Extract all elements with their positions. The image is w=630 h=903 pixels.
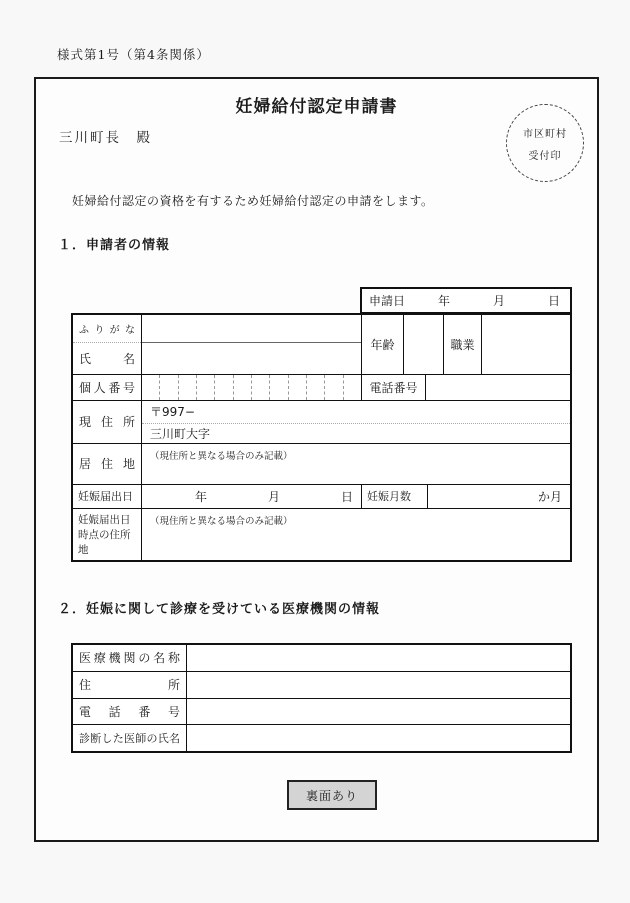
back-side-button[interactable]: 裏面あり	[287, 780, 377, 810]
table-row	[73, 699, 570, 726]
personal-number-digit-cell[interactable]	[270, 375, 288, 400]
pregnancy-months-input[interactable]	[428, 485, 570, 508]
personal-number-digit-boxes	[142, 375, 362, 400]
declaration-text: 妊婦給付認定の資格を有するため妊婦給付認定の申請をします。	[72, 194, 434, 208]
institution-name-input[interactable]	[187, 645, 570, 671]
current-address-input[interactable]	[142, 424, 570, 443]
notification-address-row	[73, 509, 570, 560]
application-date-box	[360, 287, 572, 314]
institution-name-label: 医療機関の名称	[73, 645, 187, 671]
application-date-day-field[interactable]: 日	[548, 294, 561, 308]
residence-label: 居住地	[73, 444, 142, 484]
institution-address-input[interactable]	[187, 672, 570, 698]
notification-month-field[interactable]: 月	[267, 489, 280, 504]
notification-day-field[interactable]: 日	[340, 489, 353, 504]
phone-label: 電話番号	[362, 375, 426, 400]
personal-number-digit-cell[interactable]	[307, 375, 325, 400]
application-date-year-field[interactable]: 年	[438, 294, 451, 308]
personal-number-row	[73, 375, 570, 401]
address-prefix: 三川町大字	[150, 426, 211, 441]
phone-input[interactable]	[426, 375, 570, 400]
occupation-label: 職業	[444, 315, 482, 374]
personal-number-digit-cell[interactable]	[215, 375, 233, 400]
pregnancy-months-label: 妊娠月数	[362, 485, 428, 508]
name-input[interactable]	[142, 343, 361, 374]
residence-note: （現住所と異なる場合のみ記載）	[150, 450, 293, 462]
form-number-label: 様式第1号（第4条関係）	[57, 47, 210, 62]
notification-address-note: （現住所と異なる場合のみ記載）	[150, 516, 293, 527]
personal-number-digit-cell[interactable]	[142, 375, 160, 400]
addressee-label: 三川町長 殿	[59, 130, 152, 146]
personal-number-digit-cell[interactable]	[160, 375, 178, 400]
personal-number-digit-cell[interactable]	[344, 375, 361, 400]
personal-number-label: 個人番号	[73, 375, 142, 400]
applicant-info-table	[71, 313, 572, 562]
residence-row	[73, 444, 570, 485]
institution-address-label: 住所	[73, 672, 187, 698]
personal-number-digit-cell[interactable]	[197, 375, 215, 400]
pregnancy-months-unit: か月	[537, 489, 562, 504]
reception-stamp-circle	[506, 104, 584, 182]
application-date-label: 申請日	[369, 294, 406, 308]
doctor-name-label: 診断した医師の氏名	[73, 725, 187, 751]
section1-heading: １．申請者の情報	[58, 238, 171, 253]
personal-number-digit-cell[interactable]	[179, 375, 197, 400]
age-label: 年齢	[362, 315, 404, 374]
personal-number-digit-cell[interactable]	[325, 375, 343, 400]
personal-number-digit-cell[interactable]	[252, 375, 270, 400]
form-title: 妊婦給付認定申請書	[235, 97, 398, 117]
age-input[interactable]	[404, 315, 444, 374]
stamp-text-line2: 受付印	[528, 150, 562, 162]
table-row	[73, 725, 570, 751]
stamp-text-line1: 市区町村	[523, 128, 567, 140]
current-address-row	[73, 401, 570, 444]
personal-number-digit-cell[interactable]	[289, 375, 307, 400]
institution-phone-input[interactable]	[187, 699, 570, 725]
table-row	[73, 672, 570, 699]
furigana-input[interactable]	[142, 315, 361, 343]
notification-address-label: 妊娠届出日 時点の住所地	[73, 509, 142, 560]
furigana-label: ふりがな	[73, 315, 141, 343]
medical-institution-table	[71, 643, 572, 753]
notification-date-row	[73, 485, 570, 509]
application-date-month-field[interactable]: 月	[493, 294, 506, 308]
name-age-row	[73, 315, 570, 375]
table-row	[73, 645, 570, 672]
doctor-name-input[interactable]	[187, 725, 570, 751]
name-label: 氏名	[79, 351, 135, 366]
postal-code-prefix: 〒997−	[150, 405, 195, 420]
section2-heading: ２．妊娠に関して診療を受けている医療機関の情報	[58, 602, 381, 617]
institution-phone-label: 電話番号	[73, 699, 187, 725]
postal-code-input[interactable]	[142, 401, 570, 424]
form-box	[34, 77, 599, 842]
personal-number-digit-cell[interactable]	[234, 375, 252, 400]
notification-year-field[interactable]: 年	[194, 489, 207, 504]
notification-date-label: 妊娠届出日	[73, 485, 142, 508]
notification-address-input[interactable]	[142, 509, 570, 560]
occupation-input[interactable]	[482, 315, 570, 374]
residence-input[interactable]	[142, 444, 570, 484]
current-address-label: 現住所	[73, 401, 142, 443]
